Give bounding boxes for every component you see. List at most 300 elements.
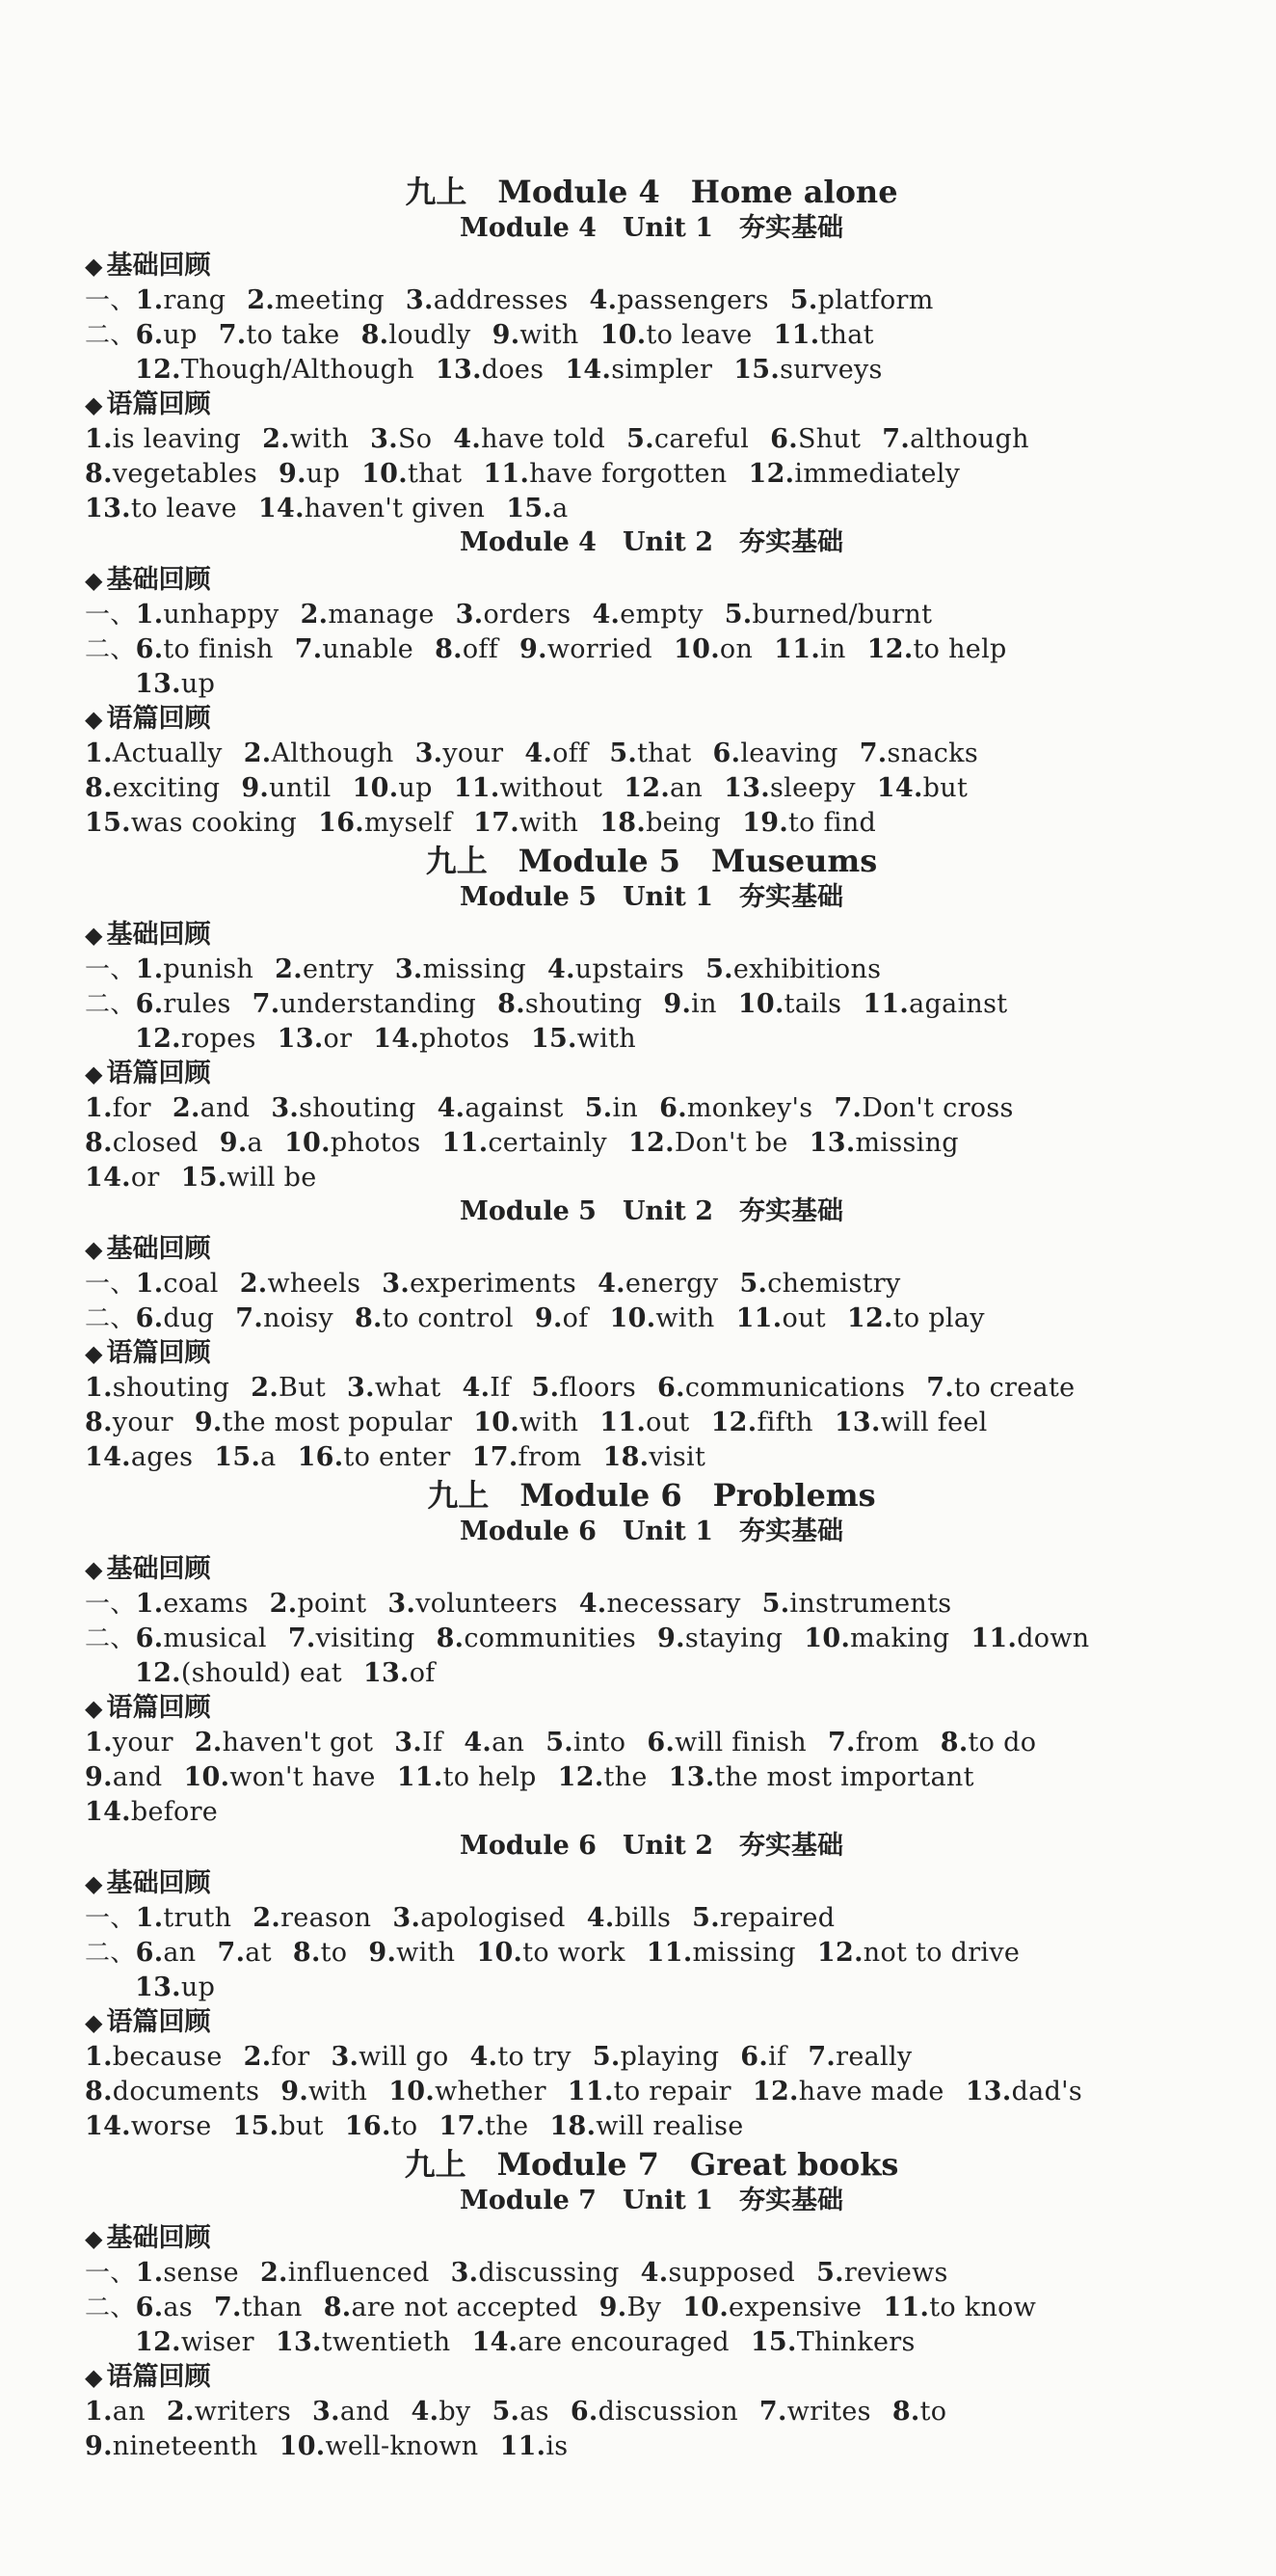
answer-number: 13. xyxy=(277,1024,324,1054)
answer-item xyxy=(600,320,753,350)
answer-item xyxy=(628,1128,788,1158)
answer-text: off xyxy=(462,634,499,664)
answer-item xyxy=(271,1093,415,1123)
answer-item xyxy=(762,1589,952,1619)
answer-number: 12. xyxy=(710,1408,758,1437)
answer-text: off xyxy=(552,738,589,768)
answer-number: 1. xyxy=(135,1903,164,1933)
answer-text: are encouraged xyxy=(518,2327,730,2357)
answer-text: being xyxy=(646,808,722,838)
answer-text: what xyxy=(374,1373,441,1403)
module-title: 九上 Module 7 Great books xyxy=(404,2146,899,2183)
answer-text: upstairs xyxy=(574,954,685,984)
section-heading xyxy=(85,1866,1218,1901)
answer-number: 2. xyxy=(259,2258,288,2288)
answer-text: writes xyxy=(786,2397,871,2427)
answer-number: 2. xyxy=(166,2397,195,2427)
answer-item xyxy=(759,2397,871,2427)
answer-number: 3. xyxy=(370,424,398,454)
answer-number: 5. xyxy=(531,1373,560,1403)
answer-text: rang xyxy=(163,285,226,315)
answer-number: 8. xyxy=(85,1408,113,1437)
answer-item xyxy=(438,1093,564,1123)
answer-number: 11. xyxy=(970,1623,1018,1653)
answer-item xyxy=(456,600,572,630)
answer-text: Actually xyxy=(112,738,223,768)
answer-item xyxy=(167,2397,291,2427)
answer-text: understanding xyxy=(279,989,477,1019)
answer-number: 11. xyxy=(863,989,910,1019)
answer-item xyxy=(345,2111,418,2141)
answer-item xyxy=(742,808,876,838)
answer-item xyxy=(810,1128,959,1158)
answer-number: 12. xyxy=(748,459,795,489)
answer-item xyxy=(136,1903,232,1933)
answer-number: 3. xyxy=(331,2042,359,2072)
answer-number: 10. xyxy=(476,1938,523,1968)
answer-item xyxy=(592,600,703,630)
answer-text: have made xyxy=(798,2077,944,2106)
answer-text: that xyxy=(819,320,874,350)
answer-text: chemistry xyxy=(767,1269,901,1299)
answer-text: instruments xyxy=(789,1589,952,1619)
answer-text: down xyxy=(1017,1623,1090,1653)
module-title: 九上 Module 4 Home alone xyxy=(405,174,898,210)
answer-item xyxy=(415,738,504,768)
answer-number: 4. xyxy=(598,1269,625,1299)
answer-text: loudly xyxy=(388,320,471,350)
answer-item xyxy=(828,1728,919,1758)
answer-number: 13. xyxy=(809,1128,856,1158)
answer-item xyxy=(598,1269,718,1299)
answer-number: 3. xyxy=(271,1093,300,1123)
answer-text: apologised xyxy=(420,1903,566,1933)
answer-number: 12. xyxy=(135,1024,181,1054)
answer-number: 1. xyxy=(85,738,113,768)
answer-number: 6. xyxy=(135,1938,164,1968)
answer-text: floors xyxy=(559,1373,637,1403)
answer-item xyxy=(753,2077,944,2106)
answer-item xyxy=(609,738,691,768)
answer-item xyxy=(713,738,838,768)
answer-text: to do xyxy=(968,1728,1037,1758)
answer-number: 7. xyxy=(287,1623,316,1653)
diamond-bullet-icon: ◆ xyxy=(85,2224,103,2252)
answer-text: Don't be xyxy=(674,1128,788,1158)
answer-item xyxy=(483,459,727,489)
answer-text: If xyxy=(490,1373,511,1403)
answer-item xyxy=(220,1128,263,1158)
answer-number: 9. xyxy=(85,2431,113,2461)
answer-number: 5. xyxy=(761,1589,790,1619)
answer-item xyxy=(395,954,526,984)
answer-text: reviews xyxy=(843,2258,948,2288)
answer-item xyxy=(85,424,241,454)
section-heading xyxy=(85,388,1218,422)
answer-number: 14. xyxy=(565,355,612,385)
answer-item xyxy=(877,773,968,803)
answer-item xyxy=(579,1589,741,1619)
answer-item xyxy=(85,2111,211,2141)
answer-text: with xyxy=(289,424,350,454)
section-heading xyxy=(85,249,1218,283)
answer-item xyxy=(585,1093,638,1123)
answer-number: 8. xyxy=(360,320,389,350)
answer-item xyxy=(626,424,749,454)
answer-text: your xyxy=(442,738,504,768)
answer-line xyxy=(85,953,1218,987)
answer-text: Don't cross xyxy=(862,1093,1014,1123)
answer-line xyxy=(85,667,1218,702)
answer-line xyxy=(85,283,1218,318)
answer-text: to play xyxy=(892,1303,985,1333)
answer-text: twentieth xyxy=(321,2327,451,2357)
answer-item xyxy=(295,634,413,664)
answer-number: 1. xyxy=(85,1728,113,1758)
diamond-bullet-icon: ◆ xyxy=(85,921,103,949)
answer-item xyxy=(454,773,602,803)
answer-text: on xyxy=(719,634,754,664)
answer-item xyxy=(136,1589,249,1619)
unit-title: Module 4 Unit 1 夯实基础 xyxy=(459,213,844,243)
answer-item xyxy=(473,1408,578,1437)
answer-text: was cooking xyxy=(130,808,298,838)
answer-number: 1. xyxy=(85,1373,113,1403)
answer-number: 4. xyxy=(411,2397,439,2427)
answer-item xyxy=(85,2042,223,2072)
answer-item xyxy=(663,989,716,1019)
answer-text: the xyxy=(485,2111,529,2141)
answer-item xyxy=(624,773,703,803)
answer-text: up xyxy=(306,459,341,489)
answer-item xyxy=(926,1373,1075,1403)
answer-number: 15. xyxy=(180,1163,227,1193)
answer-item xyxy=(834,1093,1013,1123)
answer-item xyxy=(278,1024,353,1054)
answer-item xyxy=(774,320,874,350)
answer-line xyxy=(85,1587,1218,1622)
answer-item xyxy=(774,634,846,664)
answer-text: shouting xyxy=(524,989,643,1019)
answer-text: will realise xyxy=(596,2111,744,2141)
answer-item xyxy=(966,2077,1082,2106)
answer-text: surveys xyxy=(780,355,883,385)
answer-item xyxy=(136,954,254,984)
answer-line xyxy=(85,806,1218,841)
answer-item xyxy=(590,285,769,315)
answer-item xyxy=(970,1623,1089,1653)
answer-text: volunteers xyxy=(415,1589,558,1619)
answer-item xyxy=(85,2397,146,2427)
answer-item xyxy=(436,355,544,385)
answer-text: monkey's xyxy=(686,1093,813,1123)
answer-item xyxy=(472,1442,582,1472)
answer-number: 1. xyxy=(135,1589,164,1619)
answer-text: rules xyxy=(163,989,231,1019)
answer-item xyxy=(610,1303,715,1333)
answer-item xyxy=(85,1128,199,1158)
answer-line xyxy=(85,2325,1218,2360)
answer-text: experiments xyxy=(410,1269,577,1299)
answer-item xyxy=(847,1303,985,1333)
answer-item xyxy=(674,634,753,664)
answer-number: 10. xyxy=(674,634,720,664)
answer-text: an xyxy=(163,1938,197,1968)
section-heading-label: 语篇回顾 xyxy=(106,389,211,419)
answer-item xyxy=(599,808,721,838)
answer-number: 18. xyxy=(599,808,647,838)
answer-number: 13. xyxy=(435,355,482,385)
answer-number: 12. xyxy=(135,355,181,385)
answer-item xyxy=(258,494,485,523)
answer-number: 5. xyxy=(816,2258,844,2288)
answer-item xyxy=(669,1762,974,1792)
answer-item xyxy=(85,1442,193,1472)
answer-number: 11. xyxy=(599,1408,647,1437)
part-prefix: 一、 xyxy=(85,1270,136,1299)
answer-text: haven't got xyxy=(222,1728,374,1758)
answer-text: against xyxy=(909,989,1008,1019)
answer-number: 10. xyxy=(388,2077,436,2106)
answer-item xyxy=(531,1024,636,1054)
answer-text: By xyxy=(626,2293,662,2322)
answer-item xyxy=(312,2397,389,2427)
answer-number: 6. xyxy=(657,1373,685,1403)
answer-line xyxy=(85,1091,1218,1126)
answer-item xyxy=(392,1903,565,1933)
answer-item xyxy=(790,285,934,315)
answer-text: worried xyxy=(546,634,653,664)
answer-number: 8. xyxy=(292,1938,321,1968)
diamond-bullet-icon: ◆ xyxy=(85,1339,103,1367)
answer-item xyxy=(406,285,569,315)
answer-number: 11. xyxy=(883,2293,930,2322)
answer-number: 6. xyxy=(770,424,798,454)
answer-number: 13. xyxy=(834,1408,881,1437)
answer-item xyxy=(218,1938,272,1968)
answer-number: 15. xyxy=(85,808,131,838)
answer-text: exams xyxy=(163,1589,249,1619)
answer-number: 16. xyxy=(318,808,364,838)
answer-number: 11. xyxy=(396,1762,443,1792)
answer-text: passengers xyxy=(617,285,769,315)
answer-number: 4. xyxy=(592,600,621,630)
answer-line xyxy=(85,2395,1218,2429)
section-heading xyxy=(85,2221,1218,2256)
answer-item xyxy=(565,355,712,385)
answer-text: myself xyxy=(364,808,453,838)
answer-number: 5. xyxy=(626,424,654,454)
answer-item xyxy=(692,1903,835,1933)
unit-title: Module 5 Unit 2 夯实基础 xyxy=(459,1196,844,1226)
answer-number: 6. xyxy=(570,2397,598,2427)
answer-line xyxy=(85,632,1218,667)
answer-number: 7. xyxy=(859,738,888,768)
part-prefix: 一、 xyxy=(85,286,136,315)
answer-text: to help xyxy=(442,1762,537,1792)
answer-text: necessary xyxy=(606,1589,741,1619)
answer-number: 13. xyxy=(135,669,181,699)
answer-number: 13. xyxy=(362,1658,410,1688)
answer-item xyxy=(739,1269,900,1299)
answer-item xyxy=(892,2397,947,2427)
answer-item xyxy=(85,1408,173,1437)
answer-item xyxy=(524,738,588,768)
answer-item xyxy=(641,2258,795,2288)
answer-text: of xyxy=(562,1303,589,1333)
answer-number: 2. xyxy=(300,600,329,630)
answer-number: 7. xyxy=(235,1303,264,1333)
answer-number: 9. xyxy=(241,773,270,803)
answer-number: 14. xyxy=(85,1442,131,1472)
answer-item xyxy=(657,1623,783,1653)
answer-text: shouting xyxy=(112,1373,230,1403)
answer-text: your xyxy=(112,1408,173,1437)
answer-text: simpler xyxy=(611,355,713,385)
answer-text: addresses xyxy=(433,285,569,315)
answer-text: until xyxy=(269,773,332,803)
answer-line xyxy=(85,1901,1218,1936)
answer-number: 1. xyxy=(85,2397,113,2427)
answer-item xyxy=(545,1728,625,1758)
answer-text: burned/burnt xyxy=(752,600,933,630)
answer-item xyxy=(135,1658,342,1688)
answer-number: 3. xyxy=(394,954,423,984)
answer-item xyxy=(135,2327,254,2357)
answer-text: repaired xyxy=(719,1903,836,1933)
unit-title: Module 5 Unit 1 夯实基础 xyxy=(459,882,844,912)
answer-number: 3. xyxy=(405,285,434,315)
answer-text: writers xyxy=(194,2397,292,2427)
answer-item xyxy=(587,1903,671,1933)
part-prefix: 一、 xyxy=(85,1904,136,1933)
answer-item xyxy=(492,2397,548,2427)
answer-number: 15. xyxy=(506,494,553,523)
answer-number: 8. xyxy=(323,2293,352,2322)
answer-number: 6. xyxy=(659,1093,687,1123)
answer-line xyxy=(85,737,1218,771)
answer-number: 6. xyxy=(135,1623,164,1653)
answer-item xyxy=(368,1938,455,1968)
answer-number: 3. xyxy=(382,1269,411,1299)
answer-item xyxy=(136,2258,239,2288)
section-heading xyxy=(85,1552,1218,1587)
answer-number: 4. xyxy=(586,1903,615,1933)
diamond-bullet-icon: ◆ xyxy=(85,390,103,418)
answer-number: 6. xyxy=(135,2293,164,2322)
answer-text: a xyxy=(247,1128,263,1158)
answer-text: to help xyxy=(913,634,1007,664)
answer-line xyxy=(85,598,1218,632)
answer-number: 5. xyxy=(545,1728,574,1758)
part-prefix: 二、 xyxy=(85,1624,136,1653)
answer-text: If xyxy=(422,1728,443,1758)
answer-number: 17. xyxy=(471,1442,518,1472)
section-heading-label: 基础回顾 xyxy=(106,1868,211,1898)
diamond-bullet-icon: ◆ xyxy=(85,2363,103,2391)
answer-item xyxy=(647,1728,807,1758)
answer-number: 10. xyxy=(473,1408,520,1437)
answer-item xyxy=(253,989,476,1019)
answer-text: or xyxy=(130,1163,160,1193)
answer-text: communities xyxy=(464,1623,637,1653)
answer-number: 6. xyxy=(135,989,164,1019)
answer-text: are not accepted xyxy=(351,2293,578,2322)
section-heading xyxy=(85,918,1218,953)
answer-number: 11. xyxy=(483,459,530,489)
answer-text: an xyxy=(670,773,704,803)
answer-text: visiting xyxy=(315,1623,415,1653)
answer-text: whether xyxy=(435,2077,546,2106)
answer-item xyxy=(867,634,1007,664)
answer-number: 13. xyxy=(85,494,131,523)
answer-number: 9. xyxy=(279,459,306,489)
answer-item xyxy=(279,459,340,489)
answer-number: 8. xyxy=(497,989,525,1019)
answer-item xyxy=(324,2293,578,2322)
answer-item xyxy=(318,808,452,838)
answer-text: out xyxy=(782,1303,826,1333)
answer-number: 2. xyxy=(251,1373,279,1403)
answer-item xyxy=(535,1303,589,1333)
answer-number: 4. xyxy=(437,1093,465,1123)
answer-number: 2. xyxy=(243,738,272,768)
answer-text: with xyxy=(308,2077,368,2106)
answer-item xyxy=(817,1938,1020,1968)
answer-item xyxy=(232,2111,323,2141)
answer-number: 9. xyxy=(657,1623,685,1653)
answer-text: coal xyxy=(163,1269,219,1299)
answer-item xyxy=(437,1623,636,1653)
answer-number: 12. xyxy=(557,1762,604,1792)
answer-text: to work xyxy=(522,1938,625,1968)
answer-number: 12. xyxy=(627,1128,675,1158)
answer-text: by xyxy=(439,2397,471,2427)
answer-text: staying xyxy=(684,1623,784,1653)
section-heading xyxy=(85,702,1218,737)
answer-item xyxy=(748,459,960,489)
answer-text: as xyxy=(519,2397,549,2427)
answer-number: 12. xyxy=(846,1303,893,1333)
answer-item xyxy=(532,1373,637,1403)
answer-line xyxy=(85,1406,1218,1440)
answer-item xyxy=(136,320,198,350)
answer-text: shouting xyxy=(299,1093,416,1123)
answer-item xyxy=(85,773,220,803)
answer-line xyxy=(85,2429,1218,2464)
answer-number: 9. xyxy=(492,320,520,350)
answer-text: making xyxy=(850,1623,950,1653)
answer-item xyxy=(219,320,340,350)
answer-item xyxy=(135,669,215,699)
answer-text: wheels xyxy=(267,1269,361,1299)
answer-number: 9. xyxy=(85,1762,113,1792)
answer-text: dug xyxy=(163,1303,215,1333)
answer-number: 10. xyxy=(283,1128,331,1158)
answer-text: Although xyxy=(271,738,394,768)
answer-number: 2. xyxy=(172,1093,200,1123)
answer-line xyxy=(85,1971,1218,2005)
answer-item xyxy=(136,1938,197,1968)
answer-number: 14. xyxy=(85,1163,131,1193)
answer-number: 10. xyxy=(804,1623,851,1653)
answer-number: 4. xyxy=(547,954,575,984)
answer-text: with xyxy=(519,320,579,350)
answer-line xyxy=(85,1126,1218,1161)
answer-item xyxy=(882,424,1029,454)
answer-item xyxy=(571,2397,738,2427)
answer-number: 2. xyxy=(194,1728,223,1758)
